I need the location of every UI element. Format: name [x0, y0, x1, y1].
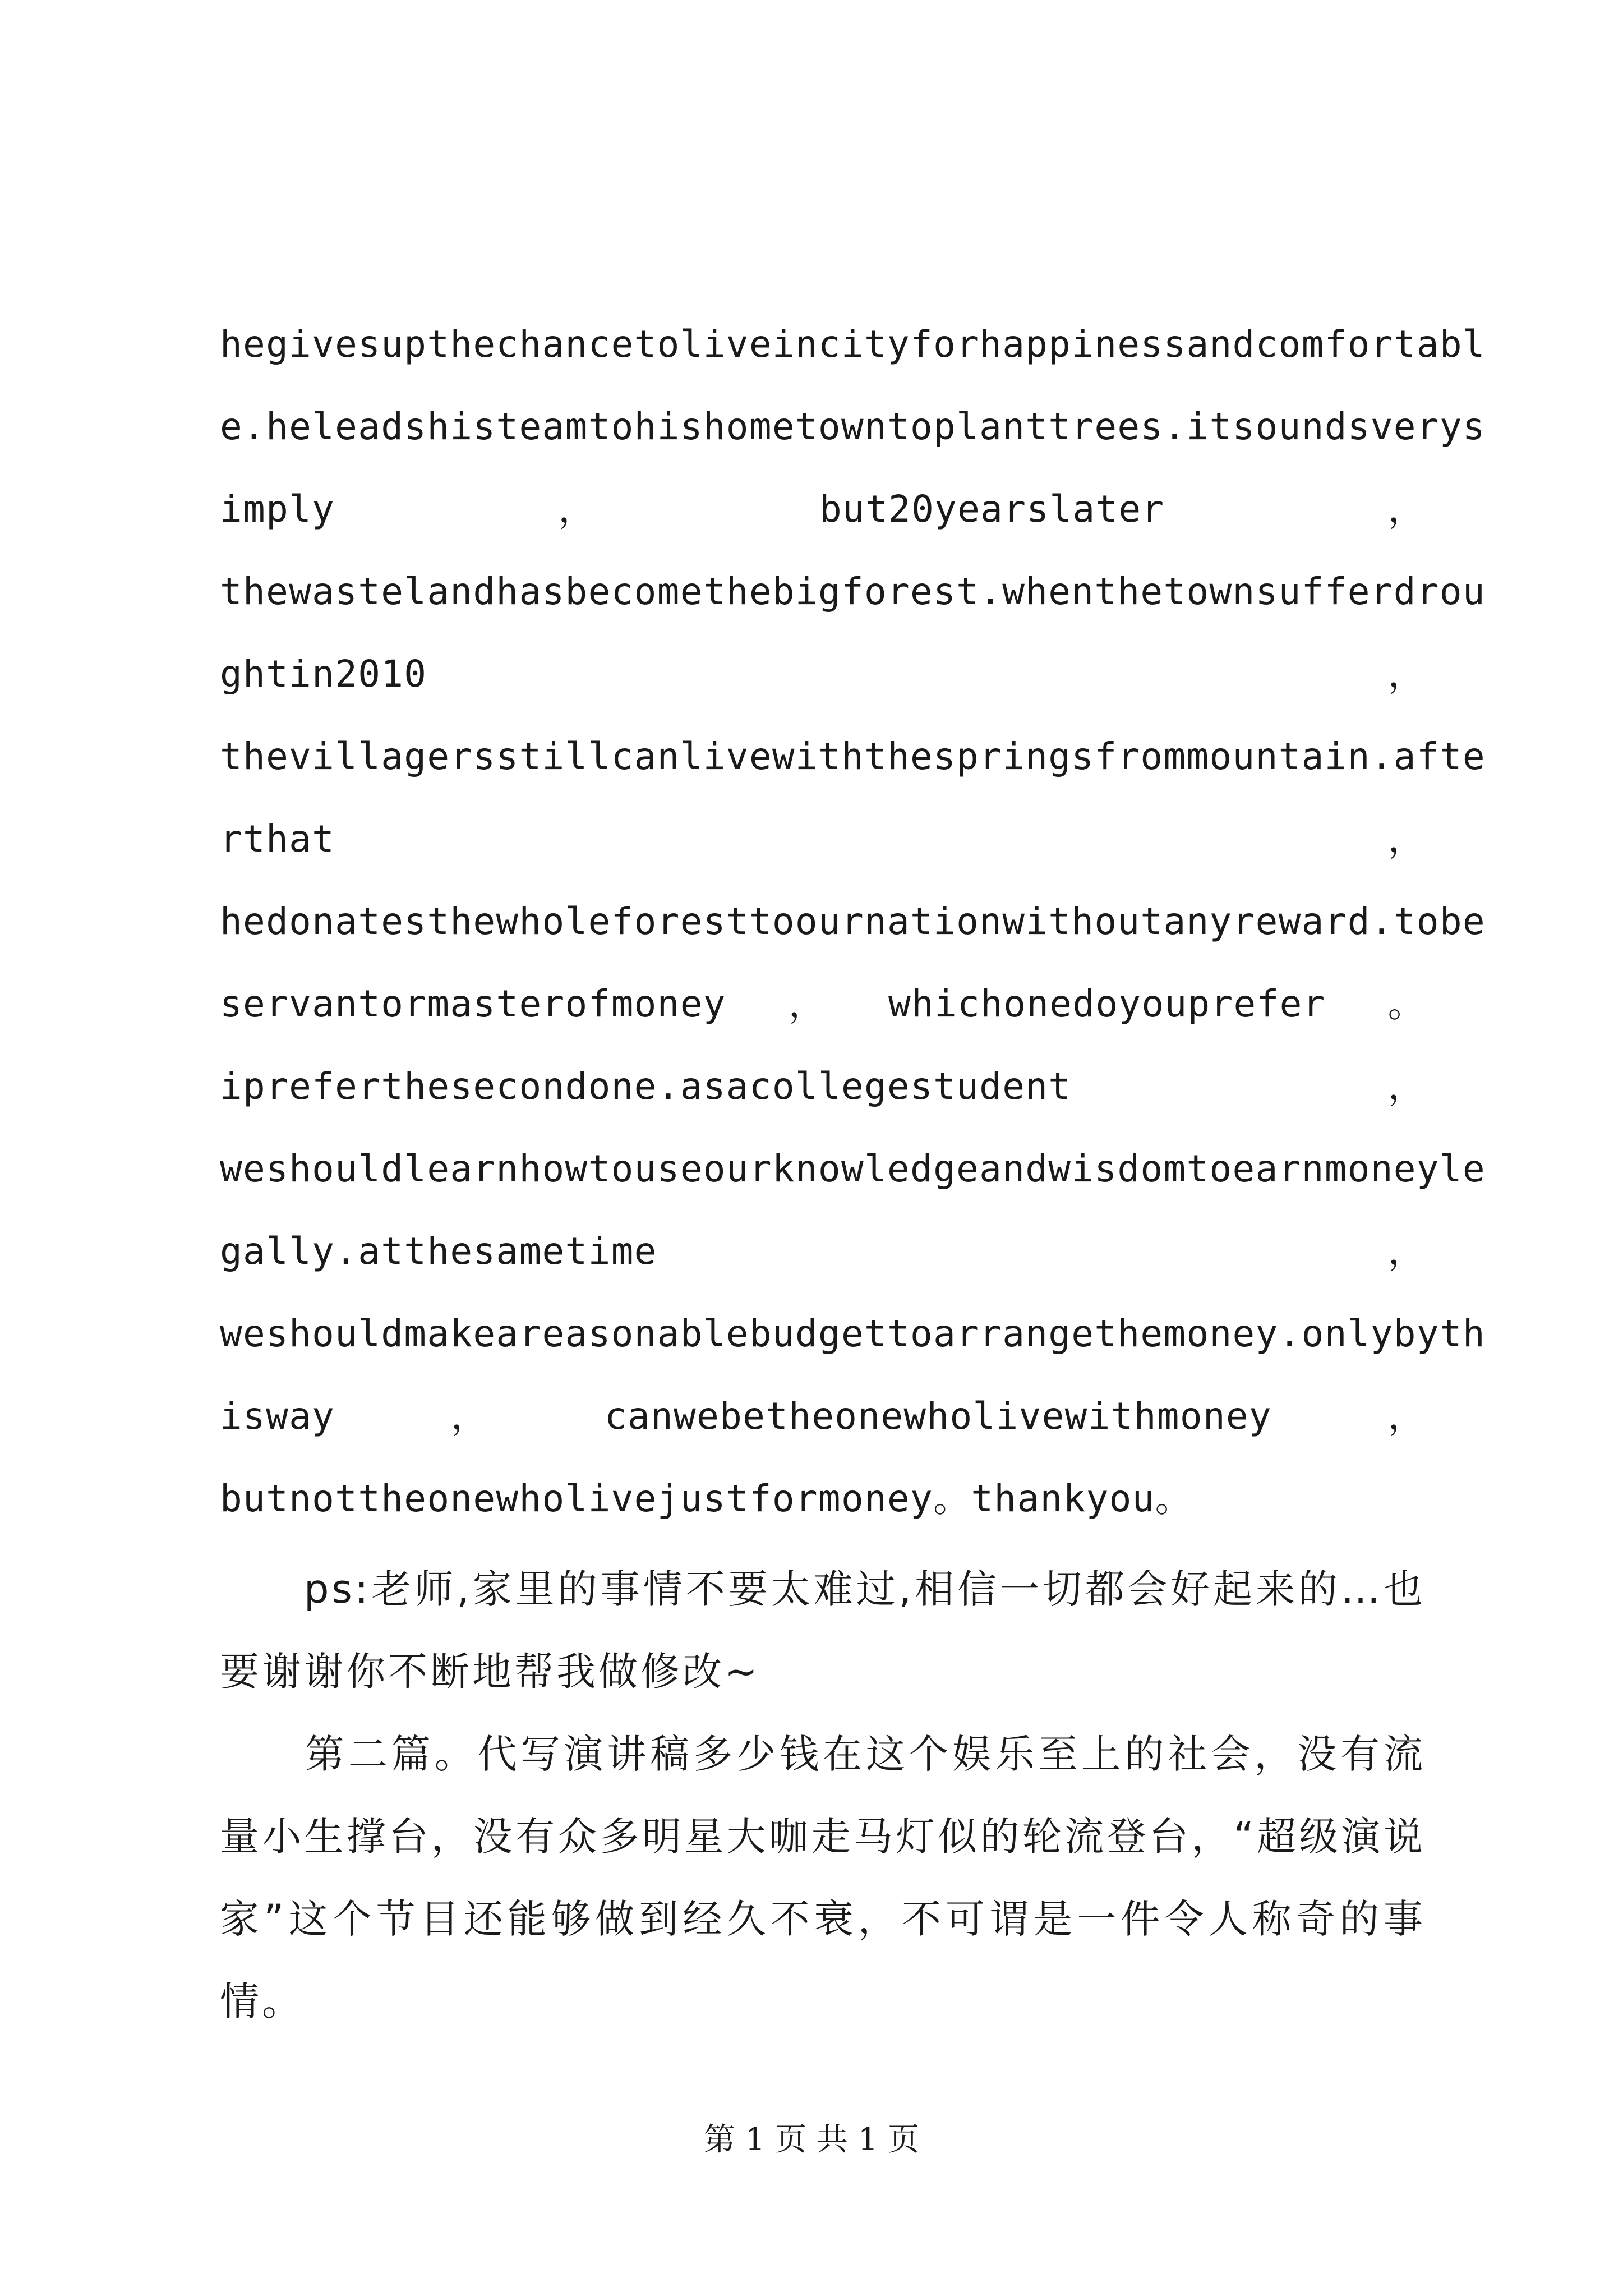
text-segment: ，	[450, 1395, 489, 1438]
text-segment: weshouldlearnhowtouseourknowledgeandwisdomtoearnmoneyle	[220, 1147, 1486, 1190]
text-line	[220, 963, 1426, 1045]
text-segment: 。	[1387, 982, 1426, 1025]
chinese-body-text	[220, 1548, 1426, 2043]
text-segment: ipreferthesecondone.asacollegestudent	[220, 1065, 1072, 1108]
text-segment: thevillagersstillcanlivewiththespringsfrommountain.afte	[220, 735, 1486, 778]
text-segment: whichonedoyouprefer	[888, 982, 1326, 1025]
text-segment: servantormasterofmoney	[220, 982, 726, 1025]
text-segment: isway	[220, 1395, 335, 1438]
text-segment: canwebetheonewholivewithmoney	[604, 1395, 1272, 1438]
text-line	[220, 1292, 1486, 1375]
text-line	[220, 1045, 1426, 1128]
text-segment: ，	[1387, 1395, 1426, 1438]
text-segment: ，	[1387, 1230, 1426, 1273]
text-segment: ，	[788, 982, 827, 1025]
second-article-text: 第二篇。代写演讲稿多少钱在这个娱乐至上的社会，没有流量小生撑台，没有众多明星大咖走马灯似的轮流登台，“超级演说家”这个节目还能够做到经久不衰，不可谓是一件令人称奇的事情。	[220, 1731, 1426, 2024]
page-footer: 第 1 页 共 1 页	[703, 2122, 920, 2158]
text-segment: imply	[220, 487, 335, 531]
text-segment: ，	[1387, 652, 1426, 696]
text-segment: e.heleadshisteamtohishometowntoplanttrees.itsoundsverys	[220, 405, 1486, 448]
text-segment: but20yearslater	[819, 487, 1165, 531]
text-segment: rthat	[220, 817, 335, 861]
text-segment: ghtin2010	[220, 652, 427, 696]
text-line	[220, 715, 1486, 798]
text-segment: weshouldmakeareasonablebudgettoarrangethemoney.onlybyth	[220, 1312, 1486, 1355]
text-line	[220, 1375, 1426, 1457]
text-segment: gally.atthesametime	[220, 1230, 657, 1273]
text-segment: thewastelandhasbecomethebigforest.whenthetownsufferdrou	[220, 570, 1486, 613]
text-line	[220, 1210, 1426, 1292]
text-line	[220, 1457, 1426, 1540]
ps-paragraph-text: ps:老师,家里的事情不要太难过,相信一切都会好起来的…也要谢谢你不断地帮我做修改~	[220, 1566, 1426, 1695]
text-segment: hedonatesthewholeforesttoournationwithoutanyreward.tobe	[220, 900, 1486, 943]
text-segment: ，	[1387, 487, 1426, 531]
text-segment: ，	[1387, 817, 1426, 861]
text-line	[220, 633, 1426, 715]
text-line	[220, 303, 1486, 385]
ps-paragraph	[220, 1548, 1426, 1713]
text-line	[220, 880, 1486, 963]
text-line	[220, 468, 1426, 550]
text-segment: ，	[558, 487, 596, 531]
english-body-text	[220, 303, 1486, 1540]
text-segment: ，	[1387, 1065, 1426, 1108]
text-segment: hegivesupthechancetoliveincityforhappinessandcomfortabl	[220, 323, 1486, 366]
text-segment: butnottheonewholivejustformoney。thankyou。	[220, 1477, 1193, 1520]
text-line	[220, 1128, 1486, 1210]
text-line	[220, 385, 1486, 468]
second-article-paragraph	[220, 1713, 1426, 2043]
text-line	[220, 550, 1486, 633]
text-line	[220, 798, 1426, 880]
